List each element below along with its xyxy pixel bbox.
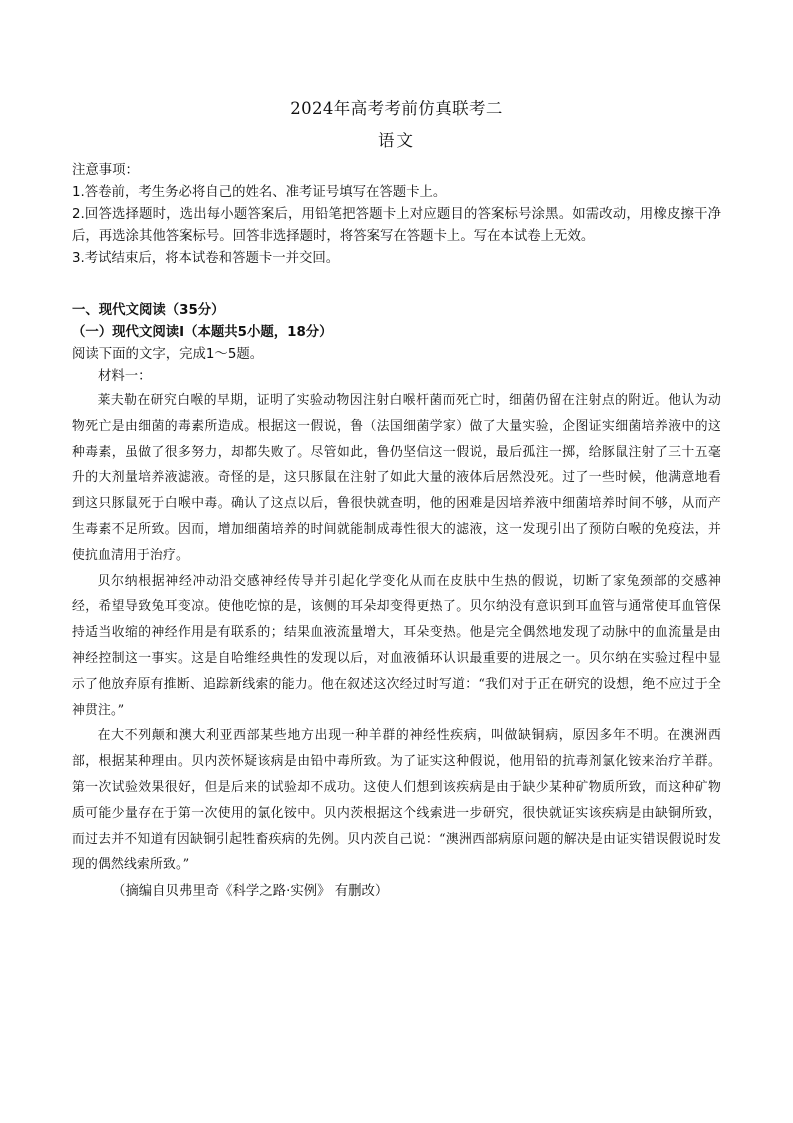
- notes-item-1: 1.答卷前，考生务必将自己的姓名、准考证号填写在答题卡上。: [72, 185, 447, 200]
- notes-heading: 注意事项：: [72, 163, 139, 178]
- reading-instruction: 阅读下面的文字，完成1～5题。: [72, 347, 264, 362]
- notes-item-3: 3.考试结束后，将本试卷和答题卡一并交回。: [72, 251, 340, 266]
- material-body: [72, 388, 721, 878]
- material-label: 材料一：: [98, 369, 152, 384]
- notes-item-2: 2.回答选择题时，选出每小题答案后，用铅笔把答题卡上对应题目的答案标号涂黑。如需改动，用橡皮擦干净后，再选涂其他答案标号。回答非选择题时，将答案写在答题卡上。写在本试卷上无效。: [72, 207, 721, 244]
- notes-block: [72, 160, 721, 270]
- paragraph-3: 在大不列颠和澳大利亚西部某些地方出现一种羊群的神经性疾病，叫做缺铜病，原因多年不明。在澳洲西部，根据某种理由。贝内茨怀疑该病是由铅中毒所致。为了证实这种假说，他用铅的抗毒剂氯化铵来治疗羊群。第一次试验效果很好，但是后来的试验却不成功。这使人们想到该疾病是由于缺少某种矿物质所致，而这种矿物质可能少量存在于第一次使用的氯化铵中。贝内茨根据这个线索进一步研究，很快就证实该疾病是由缺铜所致，而过去并不知道有因缺铜引起牲畜疾病的先例。贝内茨自己说：“澳洲西部病原问题的解决是由证实错误假说时发现的偶然线索所致。”: [72, 728, 721, 873]
- subject-title: 语文: [378, 131, 415, 150]
- section-subheading: （一）现代文阅读Ⅰ（本题共5小题，18分）: [72, 325, 333, 340]
- section-heading: 一、现代文阅读（35分）: [72, 303, 225, 318]
- exam-title: 2024年高考考前仿真联考二: [290, 99, 503, 118]
- source-citation: （摘编自贝弗里奇《科学之路·实例》 有删改）: [112, 884, 389, 900]
- paragraph-2: 贝尔纳根据神经冲动沿交感神经传导并引起化学变化从而在皮肤中生热的假说，切断了家兔颈部的交感神经，希望导致兔耳变凉。使他吃惊的是，该侧的耳朵却变得更热了。贝尔纳没有意识到耳血管与通常使耳血管保持适当收缩的神经作用是有联系的；结果血液流量增大，耳朵变热。他是完全偶然地发现了动脉中的血流量是由神经控制这一事实。这是自哈维经典性的发现以后，对血液循环认识最重要的进展之一。贝尔纳在实验过程中显示了他放弃原有推断、追踪新线索的能力。他在叙述这次经过时写道：“我们对于正在研究的设想，绝不应过于全神贯注。”: [72, 573, 721, 718]
- paragraph-1: 莱夫勒在研究白喉的早期，证明了实验动物因注射白喉杆菌而死亡时，细菌仍留在注射点的附近。他认为动物死亡是由细菌的毒素所造成。根据这一假说，鲁（法国细菌学家）做了大量实验，企图证实细菌培养液中的这种毒素，虽做了很多努力，却都失败了。尽管如此，鲁仍坚信这一假说，最后孤注一掷，给豚鼠注射了三十五毫升的大剂量培养液滤液。奇怪的是，这只豚鼠在注射了如此大量的液体后居然没死。过了一些时候，他满意地看到这只豚鼠死于白喉中毒。确认了这点以后，鲁很快就查明，他的困难是因培养液中细菌培养时间不够，从而产生毒素不足所致。因而，增加细菌培养的时间就能制成毒性很大的滤液，这一发现引出了预防白喉的免疫法，并使抗血清用于治疗。: [72, 393, 721, 563]
